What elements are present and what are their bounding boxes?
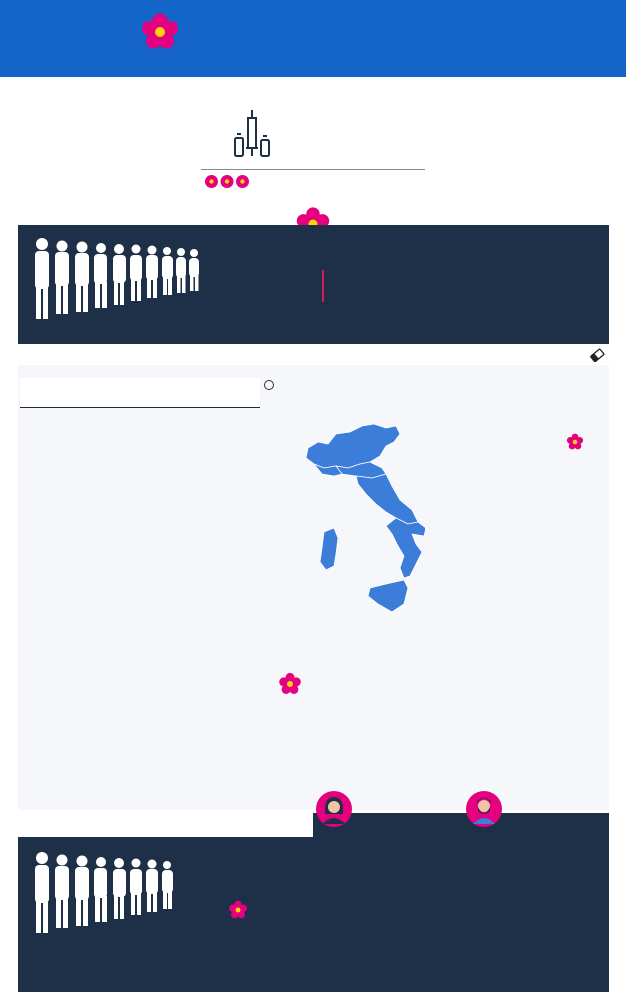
woman-avatar-icon: [315, 790, 353, 828]
age-groups-bar-chart: [285, 845, 595, 985]
primula-flower-icon: [140, 12, 180, 52]
map-region-south: [386, 518, 425, 578]
vaccine-syringe-icon: [232, 108, 272, 160]
info-icon[interactable]: [264, 380, 274, 390]
map-region-sardegna: [320, 528, 338, 570]
primula-flower-icon: [278, 672, 302, 696]
column-header-dosi-somministrate[interactable]: [103, 378, 173, 407]
header-bar: [0, 0, 626, 77]
column-header-percent[interactable]: [235, 378, 260, 407]
divider: [201, 169, 425, 170]
queue-people-icon: [30, 234, 206, 324]
regions-table: [20, 378, 260, 408]
map-region-sicilia: [368, 580, 408, 612]
man-avatar-icon: [465, 790, 503, 828]
gender-band: [313, 813, 609, 837]
italy-regions-map[interactable]: [300, 420, 425, 620]
accent-divider: [322, 270, 324, 302]
column-header-regioni[interactable]: [20, 378, 103, 407]
map-region-north: [306, 424, 400, 468]
map-region-center: [356, 474, 418, 524]
column-header-dosi-consegnate[interactable]: [173, 378, 235, 407]
primula-flower-icon: [566, 433, 584, 451]
queue-people-icon: [30, 848, 206, 938]
three-flowers-icon: [204, 174, 250, 189]
primula-flower-icon: [228, 900, 248, 920]
eraser-icon[interactable]: [589, 348, 605, 362]
